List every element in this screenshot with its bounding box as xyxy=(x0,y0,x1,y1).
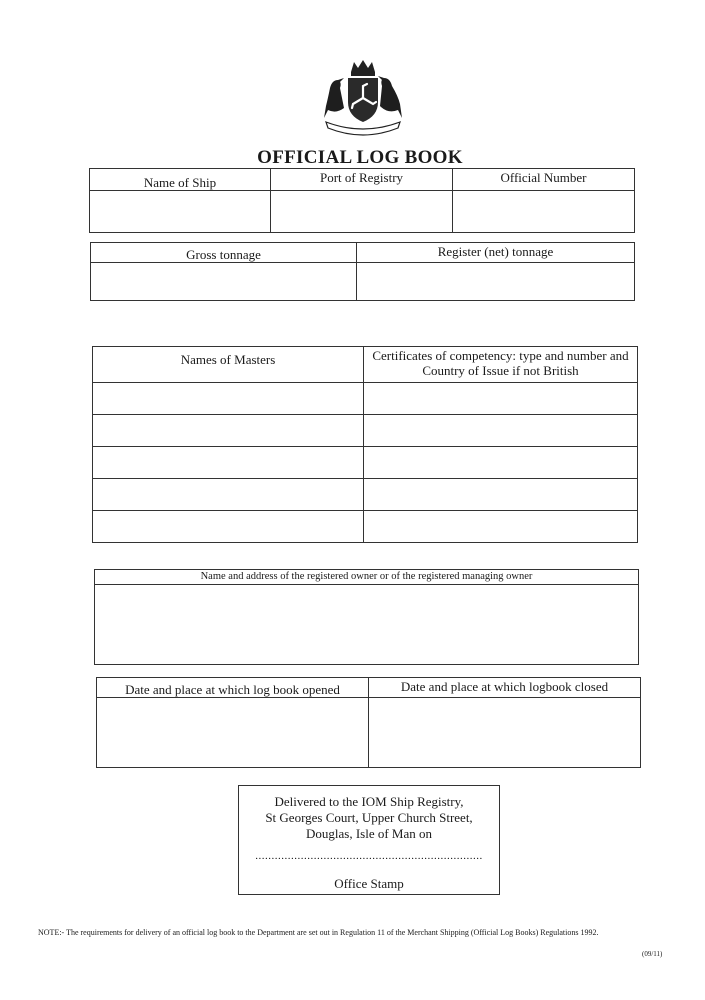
gross-tonnage-header: Gross tonnage xyxy=(91,243,357,263)
log-closed-field[interactable] xyxy=(369,698,641,768)
official-number-header: Official Number xyxy=(453,169,635,191)
delivery-line: Douglas, Isle of Man on xyxy=(305,826,432,841)
footer-note: NOTE:- The requirements for delivery of an official log book to the Department are set out in Regulation 11 of the Merchant Shipping (Official Log Books) Regulations 1992. xyxy=(38,928,599,937)
page-title: OFFICIAL LOG BOOK xyxy=(257,147,463,168)
logbook-dates-table xyxy=(96,677,641,768)
certificate-field[interactable] xyxy=(364,383,638,415)
gross-tonnage-field[interactable] xyxy=(91,263,357,301)
owner-address-field[interactable] xyxy=(95,585,639,665)
delivery-date-field[interactable]: ...................................................................... xyxy=(255,850,483,862)
log-opened-header: Date and place at which log book opened xyxy=(97,678,369,698)
name-of-ship-field[interactable] xyxy=(90,191,271,233)
log-opened-field[interactable] xyxy=(97,698,369,768)
certificate-field[interactable] xyxy=(364,415,638,447)
owner-table xyxy=(94,569,639,665)
delivery-line: Delivered to the IOM Ship Registry, xyxy=(274,794,464,809)
certificates-header: Certificates of competency: type and number and Country of Issue if not British xyxy=(364,347,638,383)
masters-table xyxy=(92,346,638,543)
isle-of-man-crest-icon xyxy=(318,58,408,138)
port-of-registry-header: Port of Registry xyxy=(271,169,453,191)
ship-details-table xyxy=(89,168,635,233)
office-stamp-label: Office Stamp xyxy=(334,876,404,891)
form-number: (09/11) xyxy=(642,950,663,958)
certificate-field[interactable] xyxy=(364,447,638,479)
master-name-field[interactable] xyxy=(93,415,364,447)
master-name-field[interactable] xyxy=(93,447,364,479)
master-name-field[interactable] xyxy=(93,383,364,415)
master-name-field[interactable] xyxy=(93,511,364,543)
log-closed-header: Date and place at which logbook closed xyxy=(369,678,641,698)
delivery-stamp-box xyxy=(238,785,500,895)
net-tonnage-field[interactable] xyxy=(357,263,635,301)
names-of-masters-header: Names of Masters xyxy=(93,347,364,383)
tonnage-table xyxy=(90,242,635,301)
net-tonnage-header: Register (net) tonnage xyxy=(357,243,635,263)
certificate-field[interactable] xyxy=(364,511,638,543)
name-of-ship-header: Name of Ship xyxy=(90,169,271,191)
owner-header: Name and address of the registered owner or of the registered managing owner xyxy=(95,570,639,585)
official-number-field[interactable] xyxy=(453,191,635,233)
certificate-field[interactable] xyxy=(364,479,638,511)
port-of-registry-field[interactable] xyxy=(271,191,453,233)
master-name-field[interactable] xyxy=(93,479,364,511)
delivery-line: St Georges Court, Upper Church Street, xyxy=(265,810,473,825)
